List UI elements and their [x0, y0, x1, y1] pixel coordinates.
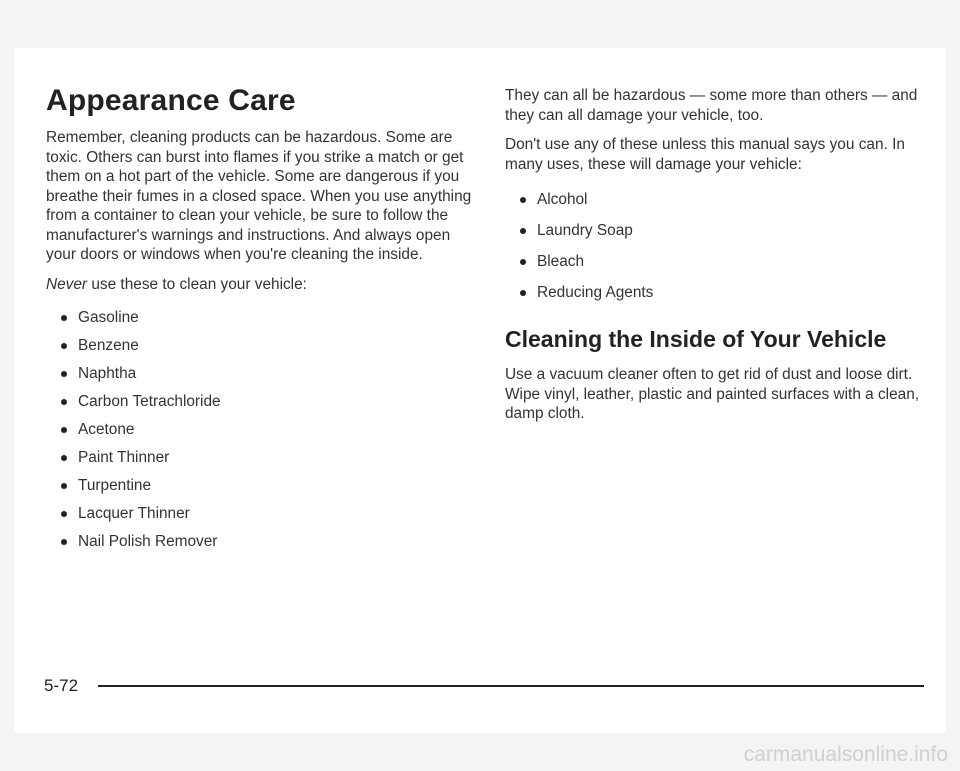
list-item: Naphtha	[61, 360, 476, 388]
list-item: Alcohol	[520, 184, 940, 215]
page-number: 5-72	[44, 676, 79, 695]
bullet-icon	[61, 455, 67, 461]
bullet-icon	[520, 290, 526, 296]
damage-list	[505, 184, 940, 308]
bullet-icon	[61, 483, 67, 489]
page-title: Appearance Care	[46, 84, 296, 117]
damage-paragraph: Don't use any of these unless this manual says you can. In many uses, these will damage your vehicle:	[505, 136, 905, 173]
never-emphasis: Never	[46, 275, 88, 293]
list-item: Acetone	[61, 416, 476, 444]
bullet-icon	[61, 371, 67, 377]
bullet-icon	[520, 197, 526, 203]
list-item: Benzene	[61, 332, 476, 360]
left-column	[46, 84, 476, 556]
list-item: Paint Thinner	[61, 444, 476, 472]
intro-paragraph: Remember, cleaning products can be hazardous. Some are toxic. Others can burst into flames if you strike a match or get them on a hot part of the vehicle. Some are dangerous if you breathe their fumes in a closed space. When you use anything from a container to clean your vehicle, be sure to follow the manufacturer's warnings and instructions. And always open your doors or windows when you're cleaning the inside.	[46, 129, 472, 263]
list-item: Bleach	[520, 246, 940, 277]
never-text: use these to clean your vehicle:	[87, 275, 307, 293]
bullet-icon	[61, 343, 67, 349]
list-item: Reducing Agents	[520, 277, 940, 308]
bullet-icon	[520, 228, 526, 234]
bullet-icon	[61, 427, 67, 433]
bullet-icon	[61, 315, 67, 321]
bullet-icon	[61, 399, 67, 405]
footer-rule	[98, 685, 924, 687]
never-paragraph	[46, 275, 476, 295]
list-item: Nail Polish Remover	[61, 528, 476, 556]
list-item: Gasoline	[61, 304, 476, 332]
list-item: Turpentine	[61, 472, 476, 500]
list-item: Laundry Soap	[520, 215, 940, 246]
right-column	[505, 86, 940, 434]
page-footer	[44, 676, 924, 696]
bullet-icon	[61, 511, 67, 517]
list-item: Lacquer Thinner	[61, 500, 476, 528]
cleaning-paragraph: Use a vacuum cleaner often to get rid of dust and loose dirt. Wipe vinyl, leather, plastic and painted surfaces with a clean, damp cloth.	[505, 366, 920, 422]
bullet-icon	[520, 259, 526, 265]
bullet-icon	[61, 539, 67, 545]
hazard-list	[46, 304, 476, 556]
site-watermark: carmanualsonline.info	[743, 743, 948, 766]
section-heading: Cleaning the Inside of Your Vehicle	[505, 326, 887, 352]
hazard-paragraph: They can all be hazardous — some more than others — and they can all damage your vehicle, too.	[505, 87, 918, 124]
manual-page	[14, 48, 946, 733]
list-item: Carbon Tetrachloride	[61, 388, 476, 416]
